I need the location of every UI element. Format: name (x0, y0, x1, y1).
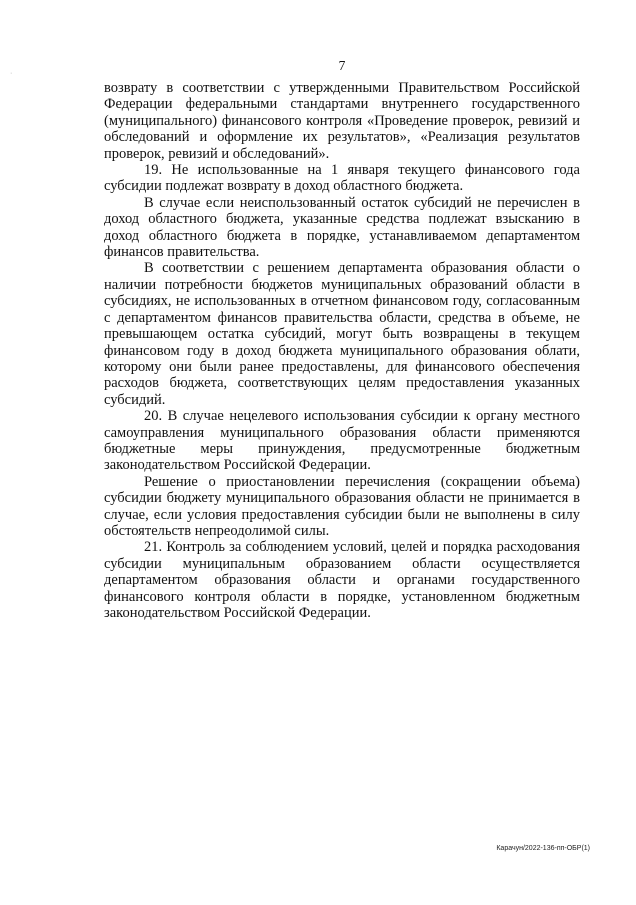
paragraph-unused-balance: В случае если неиспользованный остаток субсидий не перечислен в доход областного бюджета, указанные средства подлежат взысканию в доход областного бюджета в порядке, устанавливаемом департаментом финансов правительства. (104, 194, 580, 261)
document-footer-code: Карачун/2022-136-пп-ОБР(1) (496, 845, 590, 852)
paragraph-continuation: возврату в соответствии с утвержденными Правительством Российской Федерации федеральными стандартами внутреннего государственного (муниципального) финансового контроля «Проведение проверок, ревизий и обследований и оформление их результатов», «Реализация результатов проверок, ревизий и обследований». (104, 80, 580, 162)
paragraph-item-19: 19. Не использованные на 1 января текущего финансового года субсидии подлежат возврату в доход областного бюджета. (104, 162, 580, 195)
page-number: 7 (338, 58, 346, 73)
document-body (104, 80, 580, 621)
paragraph-suspension-decision: Решение о приостановлении перечисления (сокращении объема) субсидии бюджету муниципального образования области не принимается в случае, если условия предоставления субсидии были не выполнены в силу обстоятельств непреодолимой силы. (104, 473, 580, 539)
margin-mark: · (10, 70, 13, 77)
paragraph-item-21: 21. Контроль за соблюдением условий, целей и порядка расходования субсидии муниципальным образованием области осуществляется департаментом образования области и органами государственного финансового контроля области в порядке, установленном бюджетным законодательством Российской Федерации. (104, 539, 580, 621)
paragraph-department-decision: В соответствии с решением департамента образования области о наличии потребности бюджетов муниципальных образований области в субсидиях, не использованных в отчетном финансовом году, согласованным с департаментом финансов правительства области, средства в объеме, не превышающем остатка субсидий, могут быть возвращены в текущем финансовом году в доход бюджета муниципального образования облати, которому они были ранее предоставлены, для финансового обеспечения расходов бюджета, соответствующих целям предоставления указанных субсидий. (104, 260, 580, 408)
paragraph-item-20: 20. В случае нецелевого использования субсидии к органу местного самоуправления муниципального образования области применяются бюджетные меры принуждения, предусмотренные бюджетным законодательством Российской Федерации. (104, 408, 580, 474)
